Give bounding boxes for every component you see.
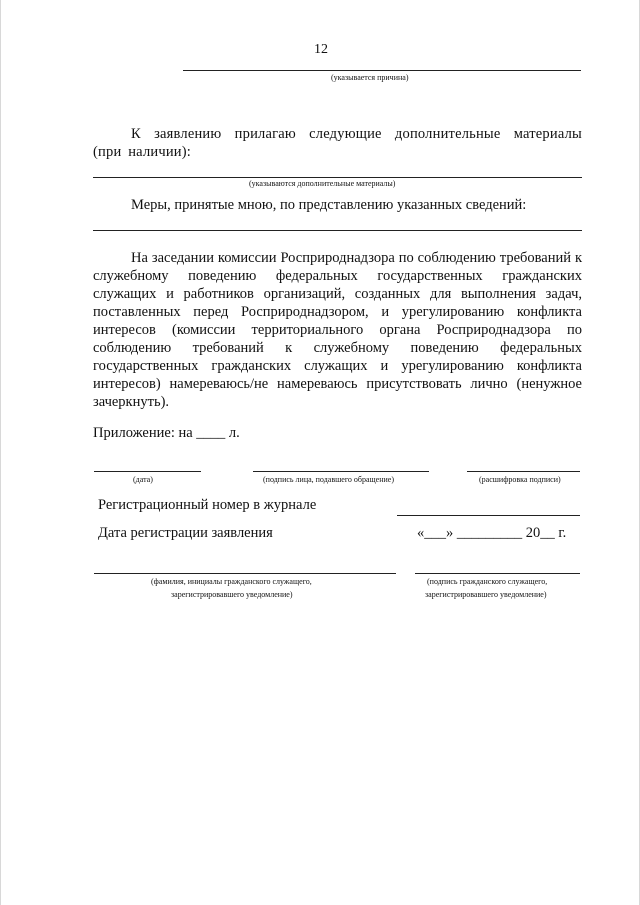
reason-caption: (указывается причина) [331,73,409,82]
commission-text: На заседании комиссии Росприроднадзора по соблюдению требований к служебному поведению федеральных государственных гражданских служащих и работников организаций, созданных для выполнения задач, поставленных перед Росприроднадзором, и урегулированию конфликта интересов (комиссии территориального органа Росприроднадзора по соблюдению требований к служебному поведению федеральных государственных гражданских служащих и урегулированию конфликта интересов) намереваюсь/не намереваюсь присутствовать лично (ненужное зачеркнуть). [93,250,582,410]
reg-number-label: Регистрационный номер в журнале [98,497,317,513]
registrar-sign-line [415,573,580,574]
registrar-sign-caption-2: зарегистрировавшего уведомление) [425,590,547,599]
registrar-name-caption-1: (фамилия, инициалы гражданского служащего, [151,577,312,586]
reg-number-line [397,515,580,516]
attach-sentence [93,125,582,161]
reg-date-value: «___» _________ 20__ г. [417,525,567,541]
decoding-line [467,471,580,472]
appendix-label: Приложение: на ____ л. [93,425,240,441]
reason-line [183,70,581,71]
materials-caption: (указываются дополнительные материалы) [249,179,396,188]
date-line [94,471,201,472]
registrar-sign-caption-1: (подпись гражданского служащего, [427,577,548,586]
signature-caption: (подпись лица, подавшего обращение) [263,475,395,484]
signature-line [253,471,429,472]
page-number: 12 [314,42,328,57]
reg-date-label: Дата регистрации заявления [98,525,273,541]
commission-paragraph [93,249,582,411]
date-caption: (дата) [133,475,153,484]
registrar-name-line [94,573,396,574]
materials-line [93,177,582,178]
attach-text: К заявлению прилагаю следующие дополнительные материалы (при наличии): [93,126,582,160]
measures-sentence: Меры, принятые мною, по представлению указанных сведений: [131,197,527,213]
decoding-caption: (расшифровка подписи) [479,475,561,484]
registrar-name-caption-2: зарегистрировавшего уведомление) [171,590,293,599]
measures-line [93,230,582,231]
